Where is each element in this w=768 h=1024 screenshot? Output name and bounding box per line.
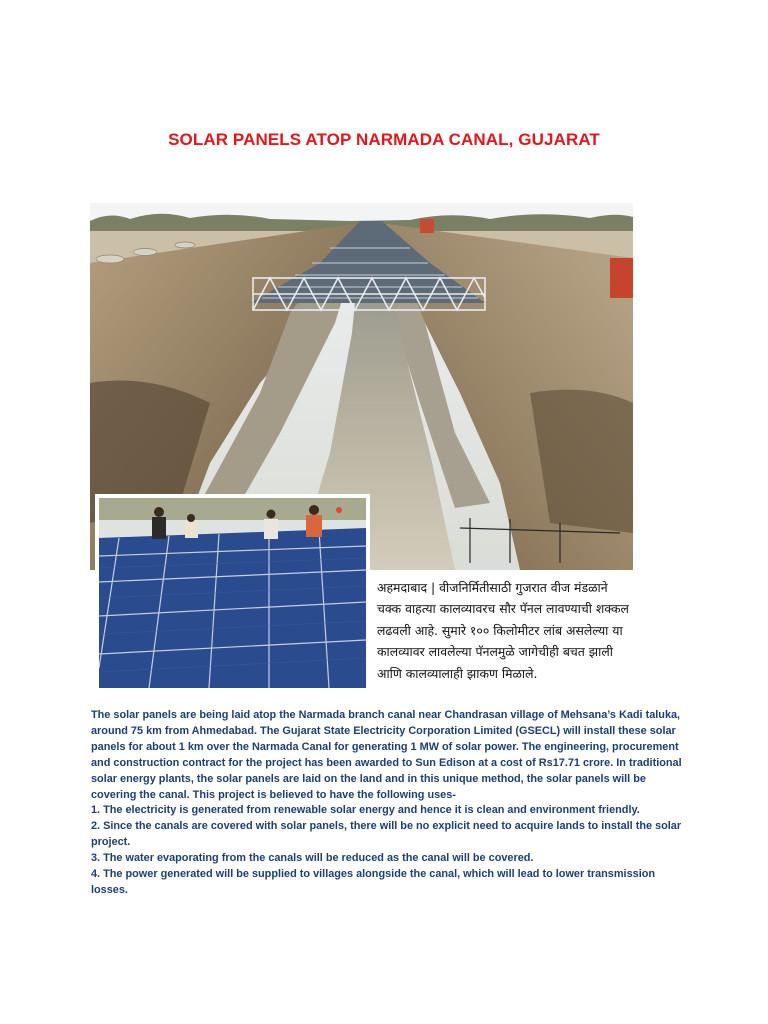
- marathi-caption-line: कालव्यावर लावलेल्या पॅनलमुळे जागेचीही बचत झाली: [377, 644, 613, 660]
- marathi-caption-line: चक्क वाहत्या कालव्यावरच सौर पॅनल लावण्याची शक्कल: [377, 601, 629, 617]
- list-item: 1. The electricity is generated from renewable solar energy and hence it is clean and environment friendly.: [91, 804, 640, 817]
- marathi-caption: [377, 577, 657, 684]
- list-item: 3. The water evaporating from the canals will be reduced as the canal will be covered.: [91, 852, 534, 865]
- workers-installing-solar-panels-photo: [95, 494, 370, 692]
- marathi-caption-line: लढवली आहे. सुमारे १०० किलोमीटर लांब असलेल्या या: [377, 622, 623, 638]
- marathi-caption-line: अहमदाबाद | वीजनिर्मितीसाठी गुजरात वीज मंडळाने: [377, 580, 608, 595]
- list-item: 2. Since the canals are covered with solar panels, there will be no explicit need to acquire lands to install the solar project.: [91, 820, 682, 849]
- article-body: [91, 708, 683, 899]
- marathi-caption-line: आणि कालव्यालाही झाकण मिळाले.: [377, 665, 538, 681]
- article-intro: The solar panels are being laid atop the Narmada branch canal near Chandrasan village of Mehsana’s Kadi taluka, around 75 km from Ahmedabad. The Gujarat State Electricity Corporation Limited (GSECL) will install these solar panels for about 1 km over the Narmada Canal for generating 1 MW of solar power. The engineering, procurement and construction contract for the project has been awarded to Sun Edison at a cost of Rs17.71 crore. In traditional solar energy plants, the solar panels are laid on the land and in this unique method, the solar panels will be covering the canal. This project is believed to have the following uses-: [91, 709, 682, 801]
- page-title: SOLAR PANELS ATOP NARMADA CANAL, GUJARAT: [168, 130, 600, 149]
- list-item: 4. The power generated will be supplied to villages alongside the canal, which will lead to lower transmission losses.: [91, 868, 656, 896]
